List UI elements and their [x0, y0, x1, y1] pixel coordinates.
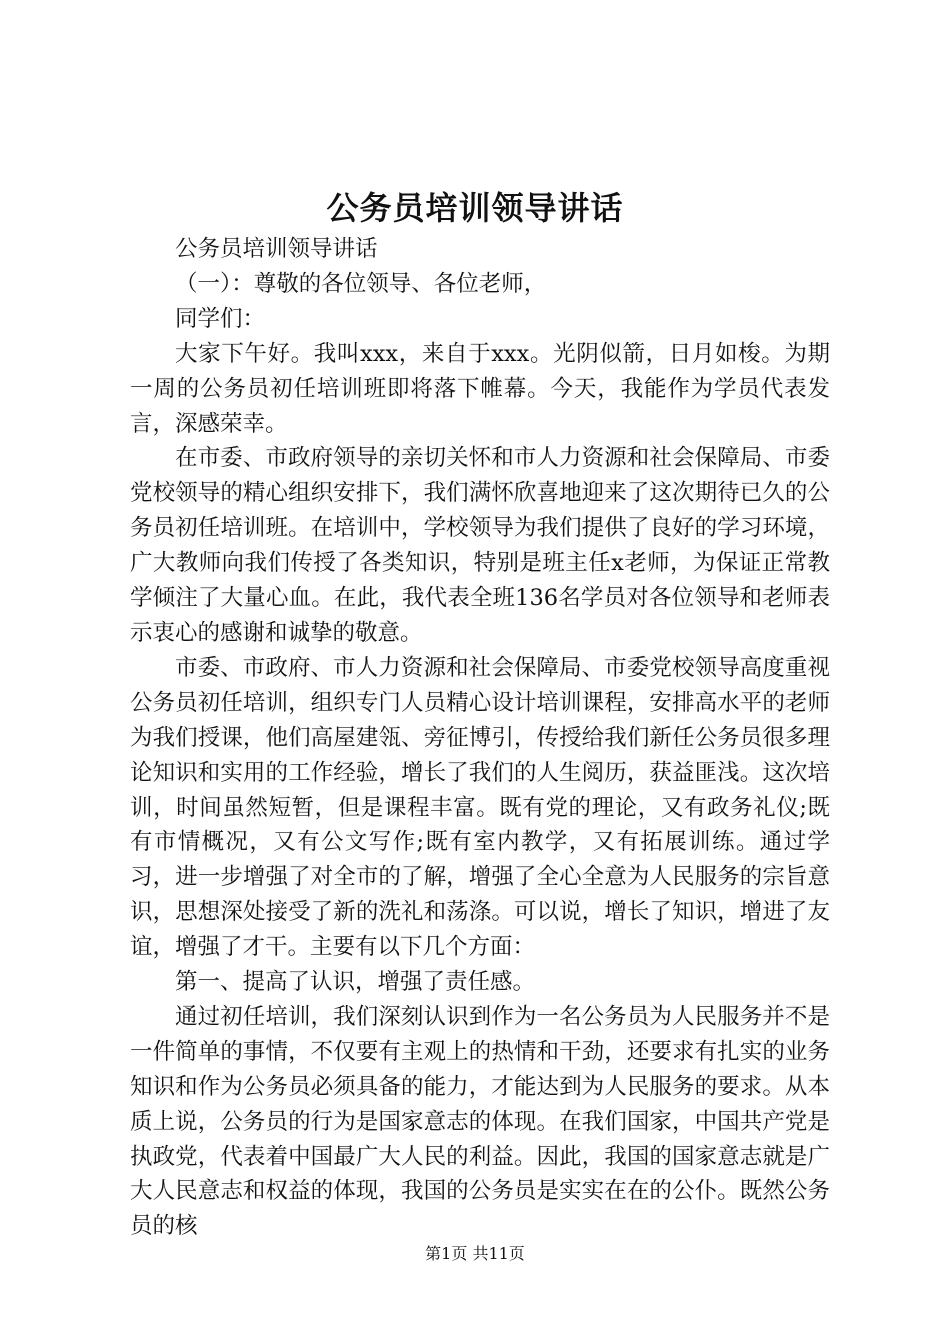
body-paragraph: 公务员培训领导讲话: [175, 236, 378, 262]
document-title: 公务员培训领导讲话: [326, 189, 624, 227]
body-paragraph: （一）：尊敬的各位领导、各位老师，: [175, 270, 547, 297]
body-paragraph: 第一、提高了认识，增强了责任感。: [175, 969, 536, 996]
document-body: [130, 232, 830, 1244]
page-number-footer: 第1页 共11页: [425, 1244, 525, 1263]
body-paragraph: 大家下午好。我叫xxx，来自于xxx。光阴似箭，日月如梭。为期一周的公务员初任培训班即将落下帷幕。今天，我能作为学员代表发言，深感荣幸。: [130, 340, 830, 437]
body-paragraph: 通过初任培训，我们深刻认识到作为一名公务员为人民服务并不是一件简单的事情，不仅要有主观上的热情和干劲，还要求有扎实的业务知识和作为公务员必须具备的能力，才能达到为人民服务的要求。从本质上说，公务员的行为是国家意志的体现。在我们国家，中国共产党是执政党，代表着中国最广大人民的利益。因此，我国的国家意志就是广大人民意志和权益的体现，我国的公务员是实实在在的公仆。既然公务员的核: [130, 1003, 830, 1240]
body-paragraph: 市委、市政府、市人力资源和社会保障局、市委党校领导高度重视公务员初任培训，组织专门人员精心设计培训课程，安排高水平的老师为我们授课，他们高屋建瓴、旁征博引，传授给我们新任公务员很多理论知识和实用的工作经验，增长了我们的人生阅历，获益匪浅。这次培训，时间虽然短暂，但是课程丰富。既有党的理论，又有政务礼仪;既有市情概况，又有公文写作;既有室内教学，又有拓展训练。通过学习，进一步增强了对全市的了解，增强了全心全意为人民服务的宗旨意识，思想深处接受了新的洗礼和荡涤。可以说，增长了知识，增进了友谊，增强了才干。主要有以下几个方面：: [130, 654, 830, 961]
body-paragraph: 在市委、市政府领导的亲切关怀和市人力资源和社会保障局、市委党校领导的精心组织安排下，我们满怀欣喜地迎来了这次期待已久的公务员初任培训班。在培训中，学校领导为我们提供了良好的学习环境，广大教师向我们传授了各类知识，特别是班主任x老师，为保证正常教学倾注了大量心血。在此，我代表全班136名学员对各位领导和老师表示衷心的感谢和诚挚的敬意。: [130, 445, 830, 646]
body-paragraph: 同学们：: [175, 305, 266, 332]
